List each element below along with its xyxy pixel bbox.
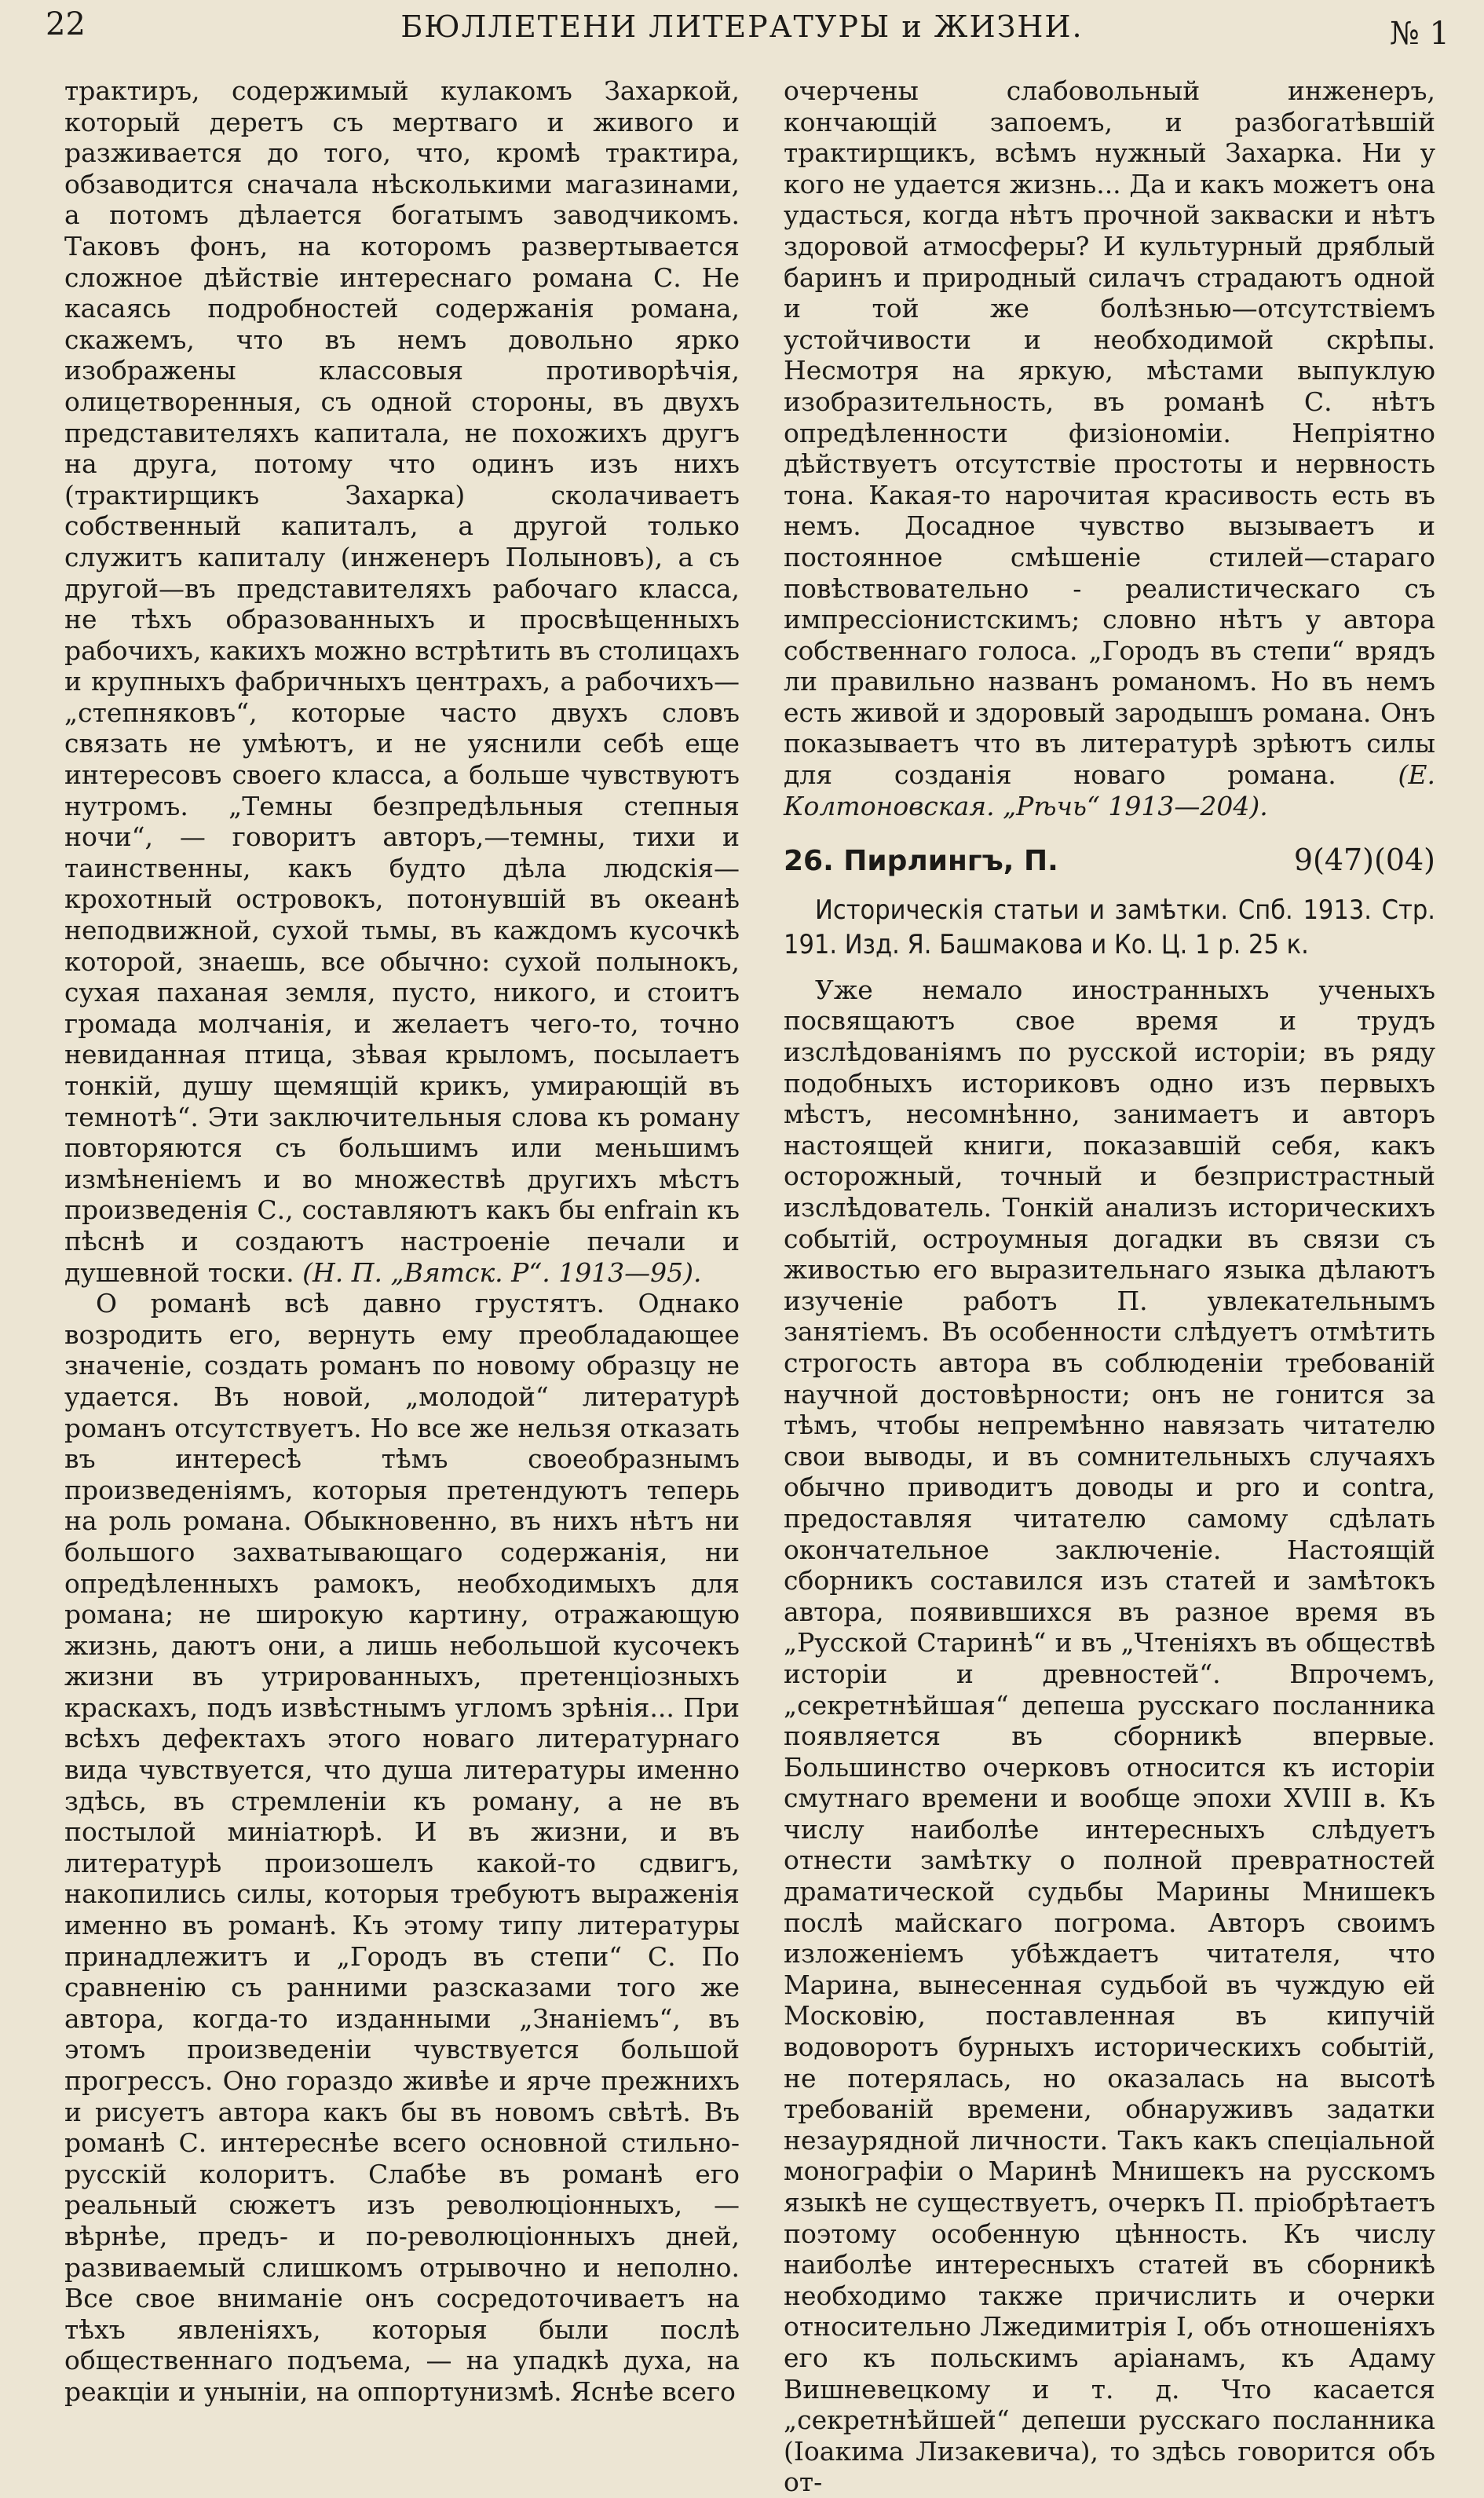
left-column (64, 75, 740, 2408)
paragraph: О романѣ всѣ давно грустятъ. Однако возродить его, вернуть ему преобладающее значеніе, создать романъ по новому образцу не удается. Въ новой, „молодой“ литературѣ романъ отсутствуетъ. Но все же нельзя отказать въ интересѣ тѣмъ своеобразнымъ произведеніямъ, которыя претендуютъ теперь на роль романа. Обыкновенно, въ нихъ нѣтъ ни большого захватывающаго содержанія, ни опредѣленныхъ рамокъ, необходимыхъ для романа; не широкую картину, отражающую жизнь, даютъ они, а лишь небольшой кусочекъ жизни въ утрированныхъ, претенціозныхъ краскахъ, подъ извѣстнымъ угломъ зрѣнія... При всѣхъ дефектахъ этого новаго литературнаго вида чувствуется, что душа литературы именно здѣсь, въ стремленіи къ роману, а не въ постылой миніатюрѣ. И въ жизни, и въ литературѣ произошелъ какой-то сдвигъ, накопились силы, которыя требуютъ выраженія именно въ романѣ. Къ этому типу литературы принадлежитъ и „Городъ въ степи“ С. По сравненію съ ранними разсказами того же автора, когда-то изданными „Знаніемъ“, въ этомъ произведеніи чувствуется большой прогрессъ. Оно гораздо живѣе и ярче прежнихъ и рисуетъ автора какъ бы въ новомъ свѣтѣ. Въ романѣ С. интереснѣе всего основной стильно-русскій колоритъ. Слабѣе въ романѣ его реальный сюжетъ изъ революціонныхъ, — вѣрнѣе, предъ- и по-революціонныхъ дней, развиваемый слишкомъ отрывочно и неполно. Все свое вниманіе онъ сосредоточиваетъ на тѣхъ явленіяхъ, которыя были послѣ общественнаго подъема, — на упадкѣ духа, на реакціи и уныніи, на оппортунизмѣ. Яснѣе всего (64, 1288, 740, 2407)
page-header (31, 6, 1453, 58)
issue-number: № 1 (1389, 16, 1449, 52)
bibliographic-record: Историческія статьи и замѣтки. Спб. 1913. Стр. 191. Изд. Я. Башмакова и Ко. Ц. 1 р. 25 к. (784, 894, 1435, 960)
paragraph (784, 75, 1435, 821)
right-column (784, 75, 1435, 2498)
paragraph: Уже немало иностранныхъ ученыхъ посвящаютъ свое время и трудъ изслѣдованіямъ по русской исторіи; въ ряду подобныхъ историковъ одно изъ первыхъ мѣстъ, несомнѣнно, занимаетъ и авторъ настоящей книги, показавшій себя, какъ осторожный, точный и безпристрастный изслѣдователь. Тонкій анализъ историческихъ событій, остроумныя догадки въ связи съ живостью его выразительнаго языка дѣлаютъ изученіе работъ П. увлекательнымъ занятіемъ. Въ особенности слѣдуетъ отмѣтить строгость автора въ соблюденіи требованій научной достовѣрности; онъ не гонится за тѣмъ, чтобы непремѣнно навязать читателю свои выводы, и въ сомнительныхъ случаяхъ обычно приводитъ доводы и pro и contra, предоставляя читателю самому сдѣлать окончательное заключеніе. Настоящій сборникъ составился изъ статей и замѣтокъ автора, появившихся въ разное время въ „Русской Старинѣ“ и въ „Чтеніяхъ въ обществѣ исторіи и древностей“. Впрочемъ, „секретнѣйшая“ депеша русскаго посланника появляется въ сборникѣ впервые. Большинство очерковъ относится къ исторіи смутнаго времени и вообще эпохи XVIII в. Къ числу наиболѣе интересныхъ слѣдуетъ отнести замѣтку о полной превратностей драматической судьбы Марины Мнишекъ послѣ майскаго погрома. Авторъ своимъ изложеніемъ убѣждаетъ читателя, что Марина, вынесенная судьбой въ чуждую ей Московію, поставленная въ кипучій водоворотъ бурныхъ историческихъ событій, не потерялась, но оказалась на высотѣ требованій времени, обнаруживъ задатки незаурядной личности. Такъ какъ спеціальной монографіи о Маринѣ Мнишекъ на русскомъ языкѣ не существуетъ, очеркъ П. пріобрѣтаетъ поэтому особенную цѣнность. Къ числу наиболѣе интересныхъ статей въ сборникѣ необходимо также причислить и очерки относительно Лжедимитрія I, объ отношеніяхъ его къ польскимъ аріанамъ, къ Адаму Вишневецкому и т. д. Что касается „секретнѣйшей“ депеши русскаго посланника (Іоакима Лизакевича), то здѣсь говорится объ от- (784, 974, 1435, 2498)
entry-title: 26. Пирлингъ, П. (784, 845, 1058, 878)
paragraph-text: трактиръ, содержимый кулакомъ Захаркой, который деретъ съ мертваго и живого и разживается до того, что, кромѣ трактира, обзаводится сначала нѣсколькими магазинами, а потомъ дѣлается богатымъ заводчикомъ. Таковъ фонъ, на которомъ развертывается сложное дѣйствіе интереснаго романа С. Не касаясь подробностей содержанія романа, скажемъ, что въ немъ довольно ярко изображены классовыя противорѣчія, олицетворенныя, съ одной стороны, въ двухъ представителяхъ капитала, не похожихъ другъ на друга, потому что одинъ изъ нихъ (трактирщикъ Захарка) сколачиваетъ собственный капиталъ, а другой только служитъ капиталу (инженеръ Полыновъ), а съ другой—въ представителяхъ рабочаго класса, не тѣхъ образованныхъ и просвѣщенныхъ рабочихъ, какихъ можно встрѣтить въ столицахъ и крупныхъ фабричныхъ центрахъ, а рабочихъ—„степняковъ“, которые часто двухъ словъ связать не умѣютъ, и не уяснили себѣ еще интересовъ своего класса, а больше чувствуютъ нутромъ. „Темны безпредѣльныя степныя ночи“, — говоритъ авторъ,—темны, тихи и таинственны, какъ будто дѣла людскія—крохотный островокъ, потонувшій въ океанѣ неподвижной, сухой тьмы, въ каждомъ кусочкѣ которой, знаешь, все обычно: сухой полынокъ, сухая паханая земля, пусто, никого, и стоитъ громада молчанія, и желаетъ чего-то, точно невиданная птица, зѣвая крыломъ, посылаетъ тонкій, душу щемящій крикъ, умирающій въ темнотѣ“. Эти заключительныя слова къ роману повторяются съ большимъ или меньшимъ измѣненіемъ и во множествѣ другихъ мѣстъ произведенія С., составляютъ какъ бы enfrain къ пѣснѣ и создаютъ настроеніе печали и душевной тоски. (64, 75, 740, 1288)
entry-classification: 9(47)(04) (1293, 843, 1435, 878)
running-title: БЮЛЛЕТЕНИ ЛИТЕРАТУРЫ и ЖИЗНИ. (400, 9, 1084, 44)
paragraph-text: очерчены слабовольный инженеръ, кончающій запоемъ, и разбогатѣвшій трактирщикъ, всѣмъ нужный Захарка. Ни у кого не удается жизнь... Да и какъ можетъ она удасться, когда нѣтъ прочной закваски и нѣтъ здоровой атмосферы? И культурный дряблый баринъ и природный силачъ страдаютъ одной и той же болѣзнью—отсутствіемъ устойчивости и необходимой скрѣпы. Несмотря на яркую, мѣстами выпуклую изобразительность, въ романѣ С. нѣтъ опредѣленности физіономіи. Непріятно дѣйствуетъ отсутствіе простоты и нервность тона. Какая-то нарочитая красивость есть въ немъ. Досадное чувство вызываетъ и постоянное смѣшеніе стилей—стараго повѣствовательно - реалистическаго съ импрессіонистскимъ; словно нѣтъ у автора собственнаго голоса. „Городъ въ степи“ врядъ ли правильно названъ романомъ. Но въ немъ есть живой и здоровый зародышъ романа. Онъ показываетъ что въ литературѣ зрѣютъ силы для созданія новаго романа. (784, 75, 1435, 791)
entry-heading (784, 845, 1435, 877)
citation: (Н. П. „Вятск. Р“. 1913—95). (302, 1256, 702, 1288)
citation: (Е. Колтоновская. „Рѣчь“ 1913—204). (784, 759, 1436, 821)
page-number: 22 (46, 6, 86, 42)
paragraph (64, 75, 740, 1288)
